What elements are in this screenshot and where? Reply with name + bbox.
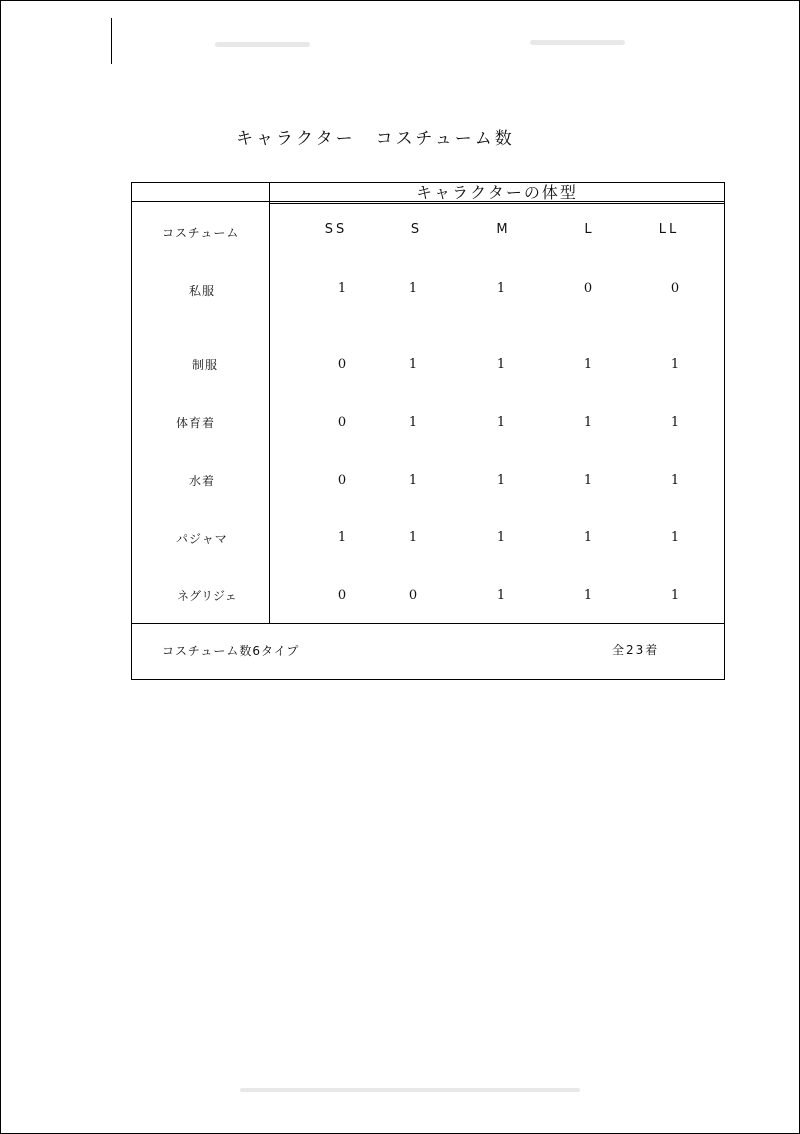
costume-types-summary: コスチューム数6タイプ xyxy=(162,644,300,658)
value-cell: 1 xyxy=(670,473,680,488)
costume-row-label: 水着 xyxy=(189,474,216,488)
costume-column-header: コスチューム xyxy=(162,226,240,240)
value-cell: 0 xyxy=(670,281,680,296)
scan-mark xyxy=(111,18,112,64)
value-cell: 1 xyxy=(670,588,680,603)
costume-row-label: 体育着 xyxy=(176,416,216,430)
size-header-ll: LL xyxy=(658,222,680,237)
body-type-header: キャラクターの体型 xyxy=(416,183,578,202)
scan-smudge xyxy=(240,1088,580,1092)
costume-row-label: 制服 xyxy=(192,358,219,372)
value-cell: 1 xyxy=(583,357,593,372)
value-cell: 1 xyxy=(583,415,593,430)
value-cell: 0 xyxy=(337,357,347,372)
costume-row-label: 私服 xyxy=(189,284,216,298)
footer-rule xyxy=(131,623,725,624)
size-header-ss: SS xyxy=(324,222,348,237)
value-cell: 1 xyxy=(408,357,418,372)
value-cell: 1 xyxy=(337,281,347,296)
value-cell: 1 xyxy=(408,415,418,430)
value-cell: 0 xyxy=(337,415,347,430)
header-bottom-rule xyxy=(269,203,725,204)
value-cell: 1 xyxy=(408,530,418,545)
value-cell: 0 xyxy=(337,473,347,488)
document-title: キャラクター コスチューム数 xyxy=(236,129,515,149)
row-header-divider xyxy=(269,182,270,623)
value-cell: 1 xyxy=(408,281,418,296)
value-cell: 1 xyxy=(496,415,506,430)
value-cell: 1 xyxy=(670,357,680,372)
value-cell: 1 xyxy=(408,473,418,488)
value-cell: 1 xyxy=(496,357,506,372)
scan-smudge xyxy=(215,42,310,47)
value-cell: 0 xyxy=(337,588,347,603)
value-cell: 1 xyxy=(496,588,506,603)
scan-smudge xyxy=(530,40,625,45)
costume-row-label: ネグリジェ xyxy=(177,589,237,603)
size-header-l: L xyxy=(584,222,592,237)
value-cell: 1 xyxy=(583,473,593,488)
value-cell: 1 xyxy=(496,473,506,488)
value-cell: 0 xyxy=(583,281,593,296)
value-cell: 1 xyxy=(583,588,593,603)
costume-total: 全23着 xyxy=(612,643,660,657)
size-header-m: M xyxy=(496,222,508,237)
value-cell: 0 xyxy=(408,588,418,603)
size-header-s: S xyxy=(410,222,420,237)
value-cell: 1 xyxy=(670,415,680,430)
value-cell: 1 xyxy=(583,530,593,545)
value-cell: 1 xyxy=(670,530,680,545)
value-cell: 1 xyxy=(337,530,347,545)
value-cell: 1 xyxy=(496,530,506,545)
value-cell: 1 xyxy=(496,281,506,296)
costume-row-label: パジャマ xyxy=(176,532,228,546)
costume-table xyxy=(131,182,725,680)
